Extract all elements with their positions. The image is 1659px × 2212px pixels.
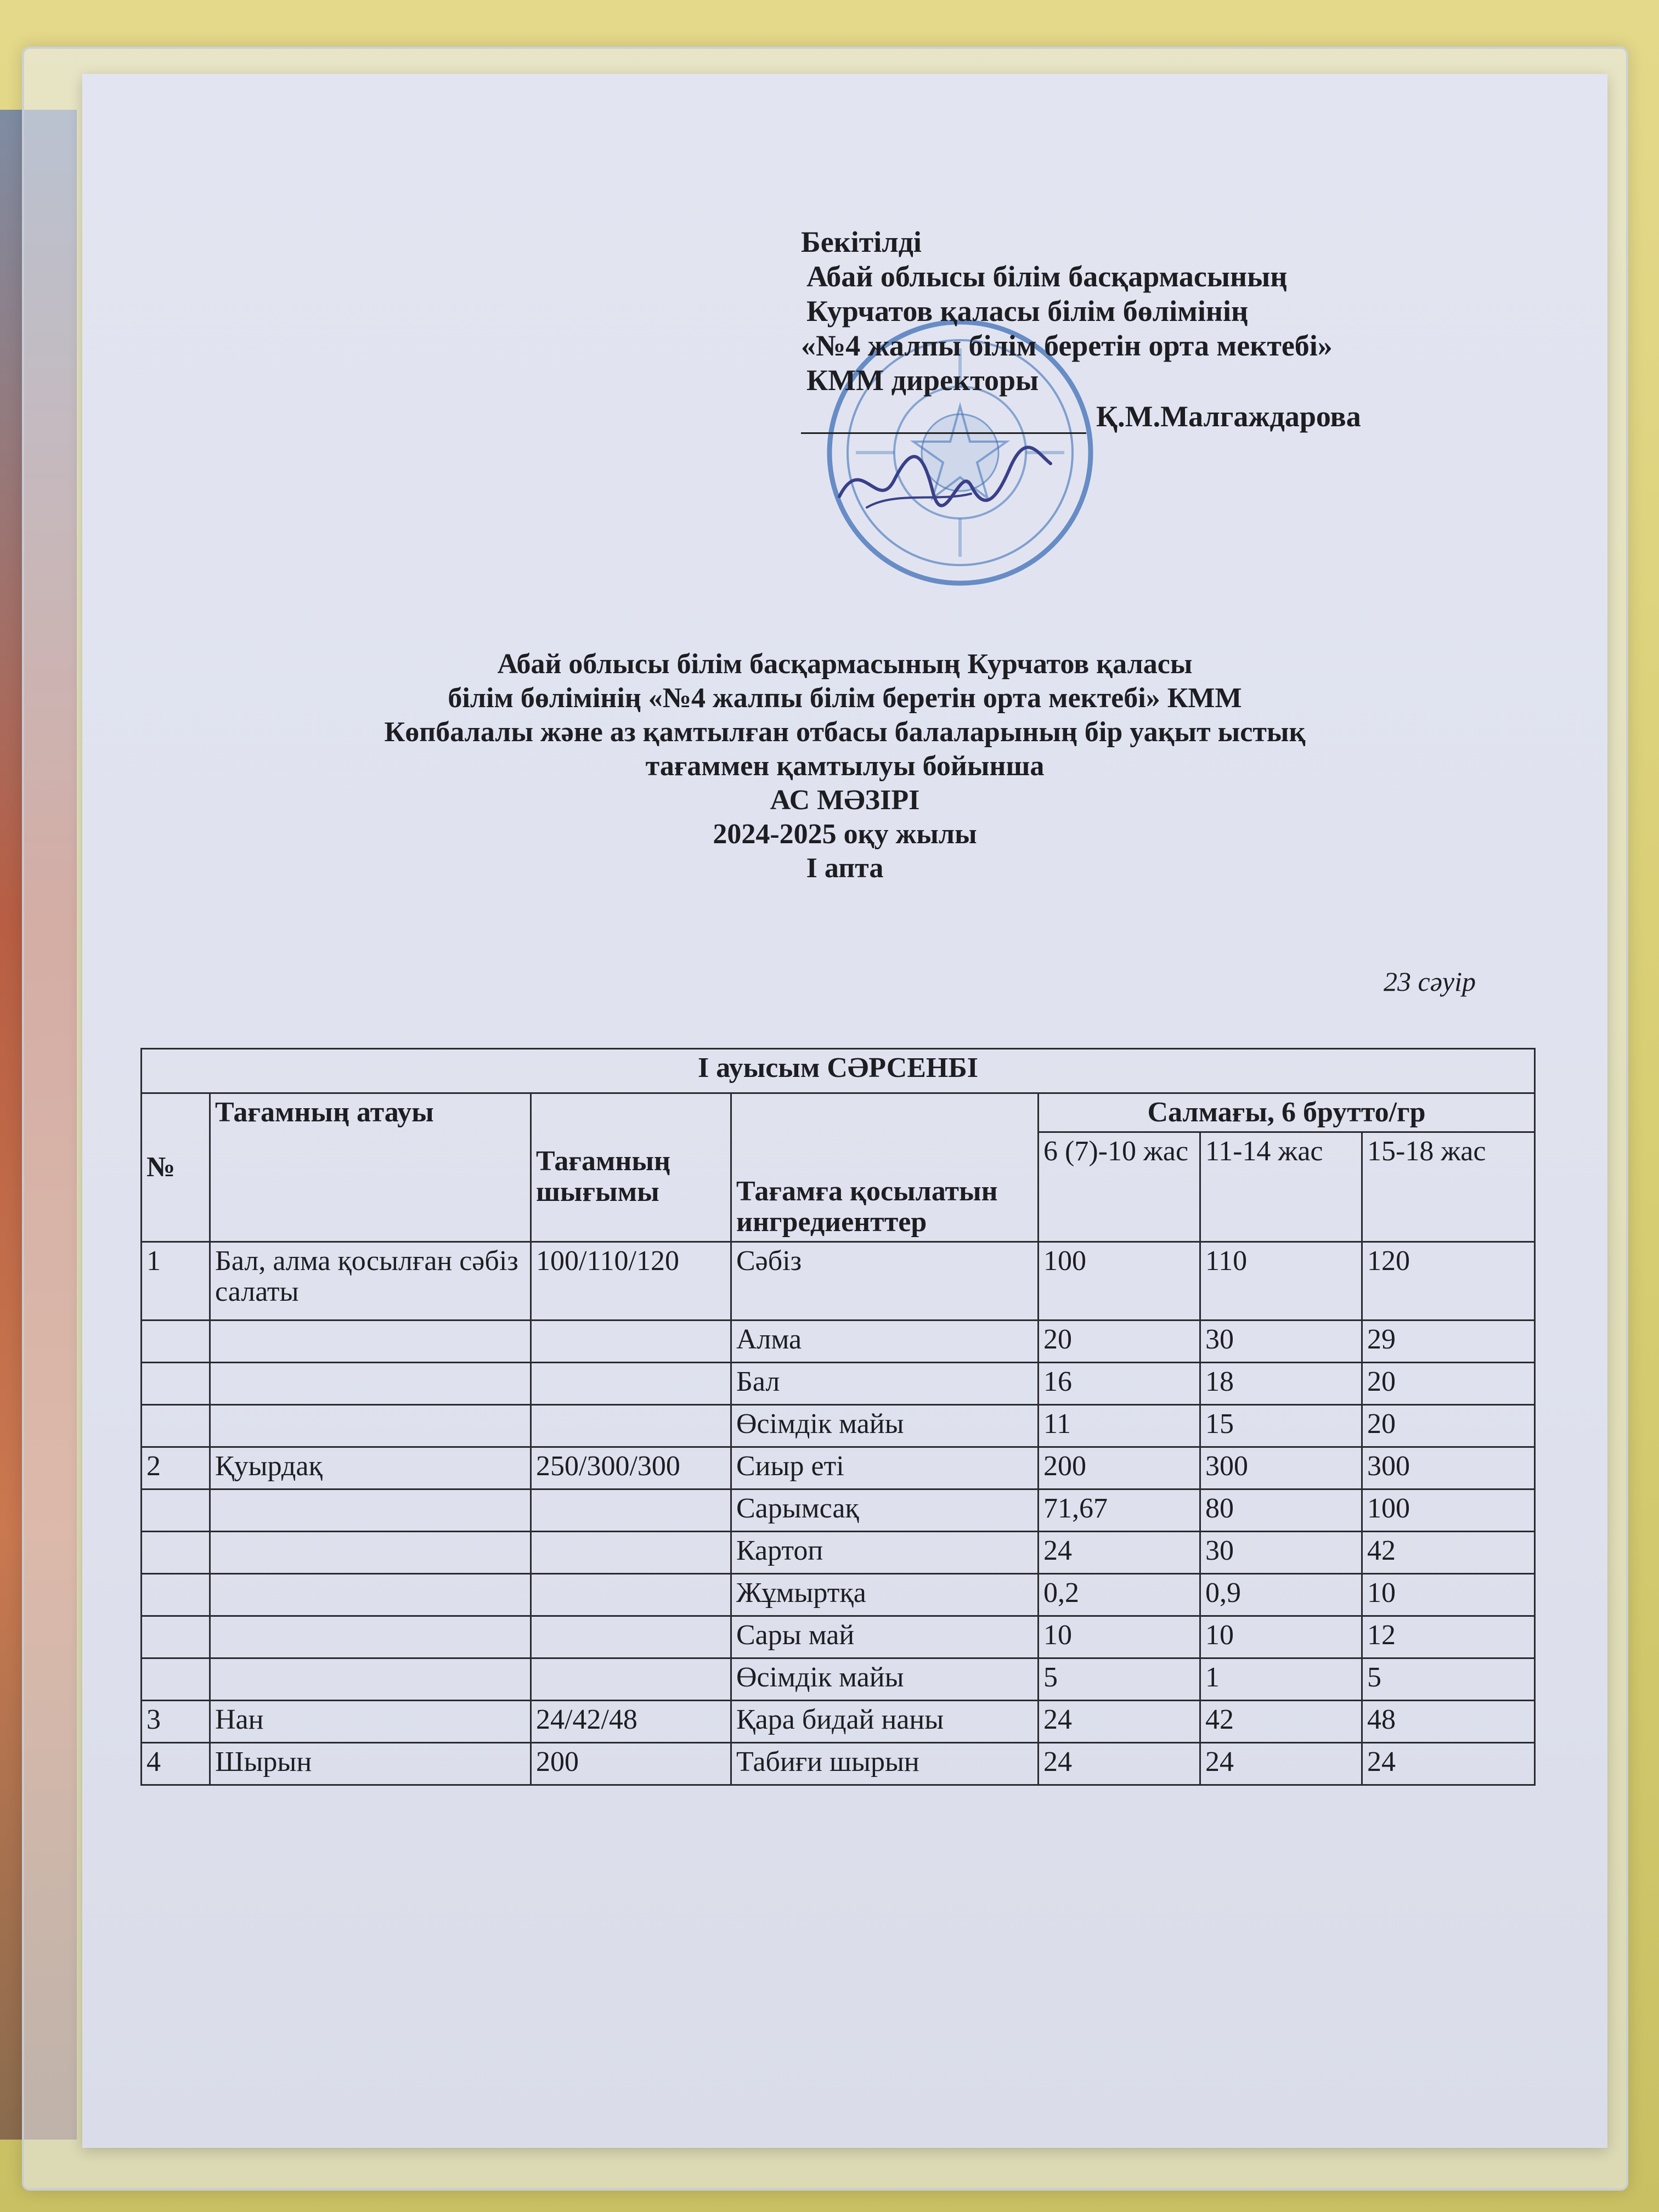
table-row: [142, 1405, 1535, 1447]
row-dish-name: [210, 1321, 531, 1363]
row-num: [142, 1489, 210, 1532]
title-line-3: Көпбалалы және аз қамтылған отбасы балаларының бір уақыт ыстық: [384, 716, 1306, 748]
row-weight-age-1: 20: [1039, 1321, 1200, 1363]
row-weight-age-2: 300: [1200, 1447, 1362, 1489]
row-dish-name: [210, 1616, 531, 1658]
row-num: [142, 1574, 210, 1616]
row-weight-age-1: 5: [1039, 1658, 1200, 1701]
row-weight-age-1: 200: [1039, 1447, 1200, 1489]
row-weight-age-3: 42: [1362, 1532, 1535, 1574]
title-line-4: тағаммен қамтылуы бойынша: [645, 751, 1045, 782]
row-ingredient: Картоп: [731, 1532, 1039, 1574]
signature-icon: [828, 431, 1059, 524]
row-ingredient: Сиыр еті: [731, 1447, 1039, 1489]
col-yield-header: Тағамның шығымы: [531, 1093, 731, 1242]
row-weight-age-1: 16: [1039, 1363, 1200, 1405]
row-ingredient: Сарымсақ: [731, 1489, 1039, 1532]
row-ingredient: Жұмыртқа: [731, 1574, 1039, 1616]
row-num: [142, 1658, 210, 1701]
menu-table: [140, 1048, 1536, 1786]
date-label: 23 сәуір: [1384, 966, 1476, 997]
table-row: [142, 1447, 1535, 1489]
approval-line-3: «№4 жалпы білім беретін орта мектебі»: [801, 329, 1333, 362]
row-weight-age-3: 100: [1362, 1489, 1535, 1532]
approval-block: [801, 225, 1569, 434]
table-row: [142, 1701, 1535, 1743]
col-age-1-header: 6 (7)-10 жас: [1039, 1132, 1200, 1242]
row-weight-age-2: 15: [1200, 1405, 1362, 1447]
col-name-header: Тағамның атауы: [210, 1093, 531, 1242]
row-weight-age-3: 20: [1362, 1363, 1535, 1405]
row-dish-name: Бал, алма қосылған сәбіз салаты: [210, 1242, 531, 1321]
col-weight-header: Салмағы, 6 брутто/гр: [1039, 1093, 1535, 1132]
row-num: [142, 1405, 210, 1447]
row-yield: [531, 1532, 731, 1574]
table-row: [142, 1321, 1535, 1363]
row-weight-age-2: 10: [1200, 1616, 1362, 1658]
row-ingredient: Қара бидай наны: [731, 1701, 1039, 1743]
row-weight-age-2: 1: [1200, 1658, 1362, 1701]
table-row: [142, 1363, 1535, 1405]
row-ingredient: Бал: [731, 1363, 1039, 1405]
table-row: [142, 1743, 1535, 1785]
table-row: [142, 1242, 1535, 1321]
table-row: [142, 1616, 1535, 1658]
row-dish-name: [210, 1532, 531, 1574]
row-weight-age-3: 5: [1362, 1658, 1535, 1701]
row-yield: 100/110/120: [531, 1242, 731, 1321]
row-ingredient: Табиғи шырын: [731, 1743, 1039, 1785]
row-weight-age-1: 0,2: [1039, 1574, 1200, 1616]
col-num-header: №: [142, 1093, 210, 1242]
row-weight-age-2: 0,9: [1200, 1574, 1362, 1616]
col-age-2-header: 11-14 жас: [1200, 1132, 1362, 1242]
row-num: 1: [142, 1242, 210, 1321]
row-num: [142, 1363, 210, 1405]
row-weight-age-3: 29: [1362, 1321, 1535, 1363]
row-dish-name: [210, 1658, 531, 1701]
title-line-1: Абай облысы білім басқармасының Курчатов қаласы: [497, 648, 1193, 680]
title-line-7: І апта: [806, 853, 884, 884]
row-yield: [531, 1321, 731, 1363]
signer-name: Қ.М.Малгаждарова: [1096, 400, 1361, 433]
approval-line-2: Курчатов қаласы білім бөлімінің: [806, 295, 1249, 328]
row-weight-age-2: 42: [1200, 1701, 1362, 1743]
title-line-2: білім бөлімінің «№4 жалпы білім беретін орта мектебі» КММ: [448, 682, 1242, 714]
row-num: [142, 1321, 210, 1363]
row-yield: [531, 1658, 731, 1701]
table-row: [142, 1489, 1535, 1532]
row-yield: 200: [531, 1743, 731, 1785]
row-dish-name: Қуырдақ: [210, 1447, 531, 1489]
row-ingredient: Сәбіз: [731, 1242, 1039, 1321]
row-weight-age-1: 71,67: [1039, 1489, 1200, 1532]
row-dish-name: [210, 1574, 531, 1616]
row-num: [142, 1532, 210, 1574]
table-row: [142, 1574, 1535, 1616]
row-yield: [531, 1616, 731, 1658]
row-weight-age-1: 10: [1039, 1616, 1200, 1658]
col-age-3-header: 15-18 жас: [1362, 1132, 1535, 1242]
row-dish-name: [210, 1405, 531, 1447]
document-title: [82, 647, 1607, 885]
row-weight-age-3: 10: [1362, 1574, 1535, 1616]
row-weight-age-1: 24: [1039, 1743, 1200, 1785]
approval-line-1: Абай облысы білім басқармасының: [806, 260, 1288, 293]
row-ingredient: Алма: [731, 1321, 1039, 1363]
row-yield: 250/300/300: [531, 1447, 731, 1489]
table-row: [142, 1532, 1535, 1574]
row-yield: [531, 1574, 731, 1616]
menu-table-body: [142, 1242, 1535, 1785]
row-dish-name: [210, 1489, 531, 1532]
approved-label: Бекітілді: [801, 225, 922, 258]
row-weight-age-2: 30: [1200, 1321, 1362, 1363]
row-weight-age-2: 30: [1200, 1532, 1362, 1574]
row-yield: [531, 1363, 731, 1405]
signature-line: [801, 398, 1086, 434]
row-weight-age-3: 300: [1362, 1447, 1535, 1489]
row-weight-age-3: 120: [1362, 1242, 1535, 1321]
row-yield: 24/42/48: [531, 1701, 731, 1743]
row-weight-age-2: 18: [1200, 1363, 1362, 1405]
row-yield: [531, 1489, 731, 1532]
row-ingredient: Өсімдік майы: [731, 1405, 1039, 1447]
row-dish-name: Шырын: [210, 1743, 531, 1785]
row-weight-age-1: 24: [1039, 1532, 1200, 1574]
approval-line-4: КММ директоры: [806, 364, 1039, 397]
row-weight-age-3: 20: [1362, 1405, 1535, 1447]
row-dish-name: [210, 1363, 531, 1405]
col-ingredients-header: Тағамға қосылатын ингредиенттер: [731, 1093, 1039, 1242]
title-line-5: АС МӘЗІРІ: [770, 785, 920, 816]
row-num: 4: [142, 1743, 210, 1785]
row-ingredient: Өсімдік майы: [731, 1658, 1039, 1701]
row-ingredient: Сары май: [731, 1616, 1039, 1658]
row-weight-age-1: 100: [1039, 1242, 1200, 1321]
shift-header: І ауысым СӘРСЕНБІ: [142, 1049, 1535, 1093]
menu-sheet: [82, 74, 1607, 2148]
row-num: 3: [142, 1701, 210, 1743]
row-num: [142, 1616, 210, 1658]
row-dish-name: Нан: [210, 1701, 531, 1743]
row-weight-age-2: 110: [1200, 1242, 1362, 1321]
row-yield: [531, 1405, 731, 1447]
row-num: 2: [142, 1447, 210, 1489]
row-weight-age-1: 24: [1039, 1701, 1200, 1743]
row-weight-age-2: 24: [1200, 1743, 1362, 1785]
row-weight-age-1: 11: [1039, 1405, 1200, 1447]
title-line-6: 2024-2025 оқу жылы: [713, 819, 977, 850]
row-weight-age-3: 24: [1362, 1743, 1535, 1785]
row-weight-age-3: 48: [1362, 1701, 1535, 1743]
row-weight-age-2: 80: [1200, 1489, 1362, 1532]
row-weight-age-3: 12: [1362, 1616, 1535, 1658]
table-row: [142, 1658, 1535, 1701]
